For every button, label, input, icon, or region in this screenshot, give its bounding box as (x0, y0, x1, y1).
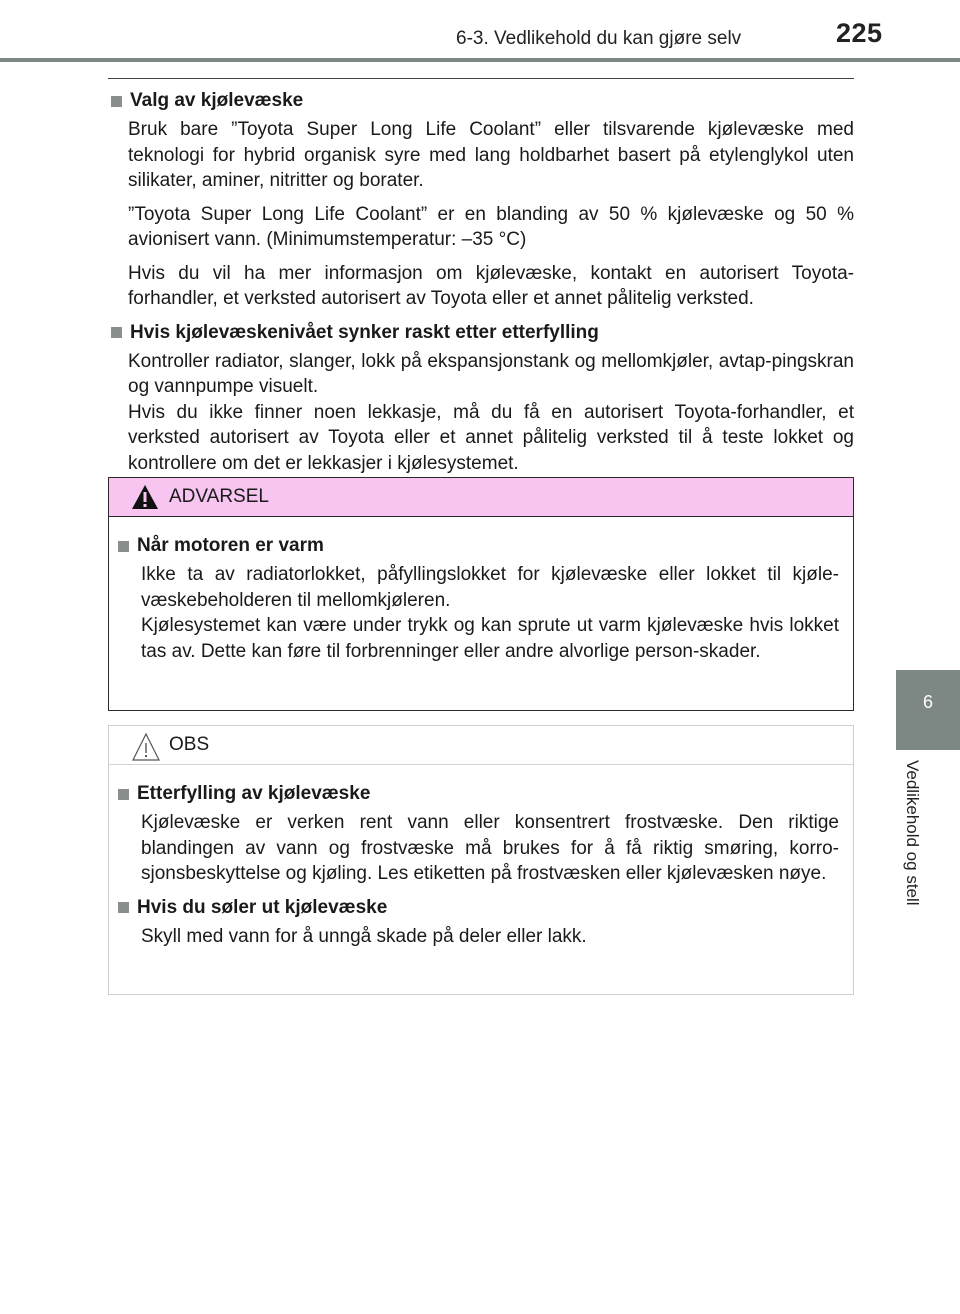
paragraph: Hvis du ikke finner noen lekkasje, må du få en autorisert Toyota-forhandler, et verksted autorisert av Toyota eller et annet pålitelig verksted til å teste lokket og kontrollere om det er lekkasjer i kjølesystemet. (128, 401, 854, 474)
warning-triangle-icon (131, 484, 159, 515)
warning-box-header (109, 478, 853, 517)
notice-box-title: OBS (169, 734, 210, 755)
square-bullet-icon (111, 327, 122, 338)
square-bullet-icon (118, 541, 129, 552)
warning-box-body (109, 517, 853, 684)
section-heading: Valg av kjølevæske (108, 88, 854, 114)
notice-box (108, 725, 854, 995)
paragraph: Skyll med vann for å unngå skade på deler eller lakk. (141, 925, 587, 947)
warning-heading: Når motoren er varm (115, 533, 839, 559)
paragraph: Hvis du vil ha mer informasjon om kjølevæske, kontakt en autorisert Toyota-forhandler, et verksted autorisert av Toyota eller et annet pålitelig verksted. (128, 262, 854, 309)
notice-box-body (109, 765, 853, 969)
header-divider (0, 58, 960, 62)
paragraph: Bruk bare ”Toyota Super Long Life Coolant” eller tilsvarende kjølevæske med teknologi for hybrid organisk syre med lang holdbarhet basert på etylenglykol uten silikater, aminer, nitritter og borater. (128, 119, 854, 191)
chapter-label: Vedlikehold og stell (903, 760, 922, 906)
chapter-number: 6 (922, 692, 933, 712)
notice-heading: Etterfylling av kjølevæske (115, 781, 839, 807)
header-section-title: 6-3. Vedlikehold du kan gjøre selv (456, 28, 742, 49)
paragraph: Kjølevæske er verken rent vann eller konsentrert frostvæske. Den riktige blandingen av vann og frostvæske må brukes for å få riktig smøring, korro-sjonsbeskyttelse og kjøling. Les etiketten på frostvæsken eller kjølevæsken nøye. (141, 812, 839, 884)
notice-box-header (109, 726, 853, 765)
caution-triangle-outline-icon (131, 732, 161, 767)
main-content (108, 88, 854, 484)
warning-box (108, 477, 854, 711)
page-number: 225 (836, 18, 883, 48)
warning-box-title: ADVARSEL (169, 486, 269, 507)
chapter-tab (896, 670, 960, 750)
paragraph: Kjølesystemet kan være under trykk og kan sprute ut varm kjølevæske hvis lokket tas av. Dette kan føre til forbrenninger eller andre alvorlige person-skader. (141, 615, 839, 662)
square-bullet-icon (111, 96, 122, 107)
paragraph: Ikke ta av radiatorlokket, påfyllingslokket for kjølevæske eller lokket til kjøle-væskebeholderen til mellomkjøleren. (141, 564, 839, 611)
paragraph: Kontroller radiator, slanger, lokk på ekspansjonstank og mellomkjøler, avtap-pingskran og vannpumpe visuelt. (128, 350, 854, 397)
section-heading: Hvis kjølevæskenivået synker raskt etter etterfylling (108, 320, 854, 346)
content-rule (108, 78, 854, 79)
square-bullet-icon (118, 902, 129, 913)
page-header (0, 0, 960, 58)
notice-heading: Hvis du søler ut kjølevæske (115, 895, 839, 921)
square-bullet-icon (118, 789, 129, 800)
paragraph: ”Toyota Super Long Life Coolant” er en blanding av 50 % kjølevæske og 50 % avionisert vann. (Minimumstemperatur: –35 °C) (128, 203, 854, 250)
